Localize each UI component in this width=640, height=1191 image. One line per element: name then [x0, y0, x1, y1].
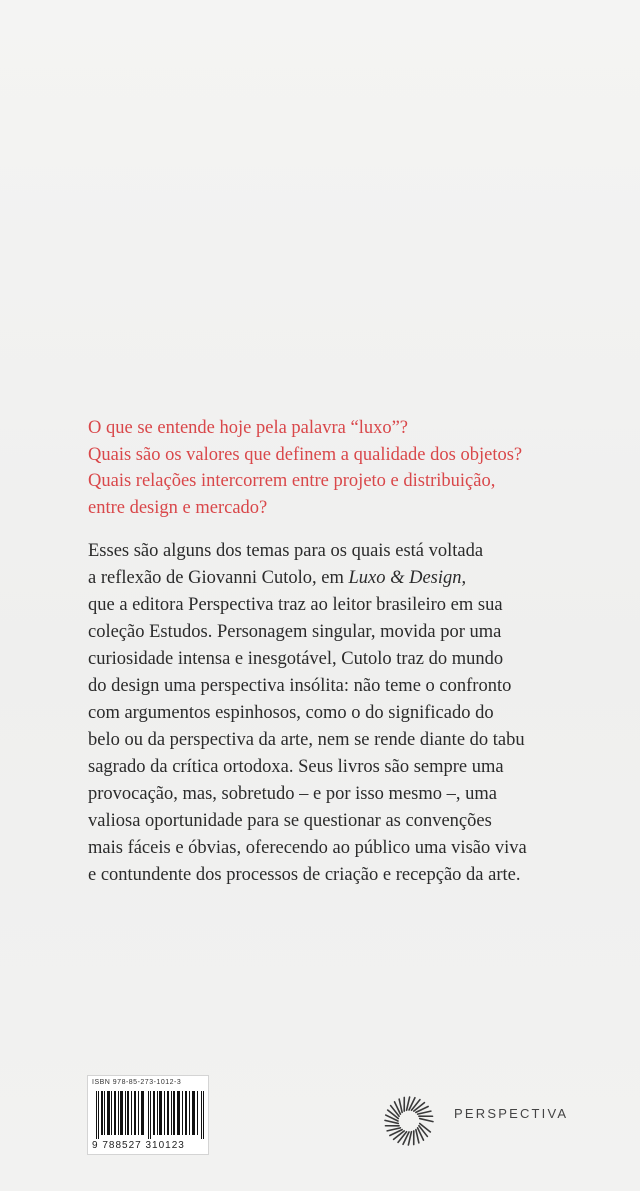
paragraph-line: coleção Estudos. Personagem singular, movida por uma	[88, 622, 502, 642]
publisher-name: PERSPECTIVA	[454, 1106, 569, 1121]
logo-ray	[420, 1119, 433, 1122]
question-line: Quais relações intercorrem entre projeto e distribuição,	[88, 471, 496, 491]
paragraph-text: a reflexão de Giovanni Cutolo, em	[88, 568, 349, 588]
paragraph-line: com argumentos espinhosos, como o do significado do	[88, 703, 494, 723]
paragraph-line: que a editora Perspectiva traz ao leitor brasileiro em sua	[88, 595, 503, 615]
cover-text	[88, 415, 588, 889]
paragraph-line: mais fáceis e óbvias, oferecendo ao público uma visão viva	[88, 838, 527, 858]
intro-questions	[88, 415, 588, 521]
logo-ray	[418, 1111, 431, 1114]
question-line: Quais são os valores que definem a qualidade dos objetos?	[88, 444, 523, 465]
logo-ray	[387, 1128, 400, 1131]
paragraph-line: e contundente dos processos de criação e recepção da arte.	[88, 865, 521, 885]
question-line: O que se entende hoje pela palavra “luxo”?	[88, 418, 409, 438]
paragraph-line: belo ou da perspectiva da arte, nem se rende diante do tabu	[88, 730, 525, 750]
description-paragraph	[88, 538, 588, 889]
barcode-bars-icon	[96, 1091, 204, 1139]
isbn-barcode	[87, 1075, 209, 1155]
paragraph-line: curiosidade intensa e inesgotável, Cutolo traz do mundo	[88, 649, 504, 669]
sunburst-logo-icon	[381, 1093, 437, 1149]
paragraph-line-with-title	[88, 565, 588, 592]
paragraph-line: valiosa oportunidade para se questionar as convenções	[88, 811, 492, 831]
question-line: entre design e mercado?	[88, 497, 268, 518]
publisher-logo	[381, 1093, 571, 1143]
paragraph-line: provocação, mas, sobretudo – e por isso mesmo –, uma	[88, 784, 497, 804]
paragraph-line: Esses são alguns dos temas para os quais está voltada	[88, 541, 484, 561]
paragraph-line: do design uma perspectiva insólita: não teme o confronto	[88, 676, 512, 696]
paragraph-line: sagrado da crítica ortodoxa. Seus livros são sempre uma	[88, 757, 504, 777]
book-title: Luxo & Design	[348, 568, 462, 588]
isbn-label: ISBN 978-85-273-1012-3	[92, 1079, 182, 1086]
logo-ray	[399, 1099, 402, 1112]
barcode-number: 9 788527 310123	[92, 1140, 185, 1151]
logo-ray	[416, 1130, 419, 1143]
paragraph-text: ,	[461, 568, 467, 588]
